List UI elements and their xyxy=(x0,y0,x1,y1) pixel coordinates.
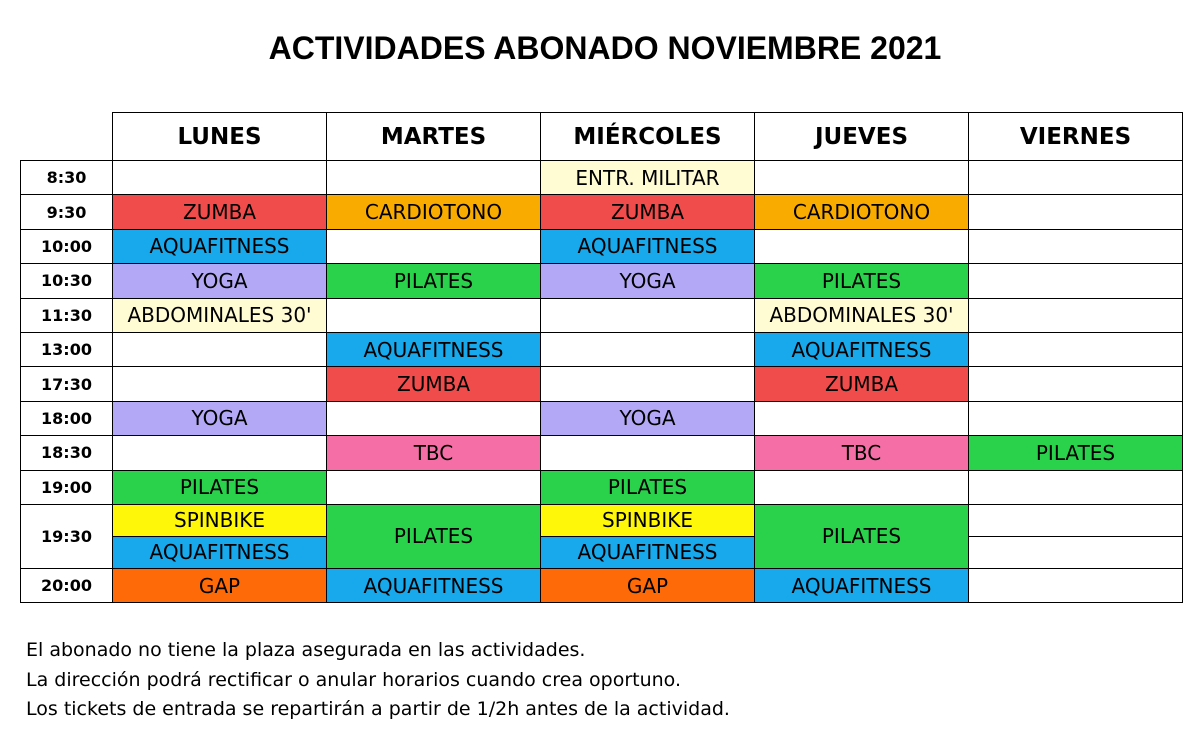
day-header-lunes: LUNES xyxy=(113,113,327,161)
activity-cell: CARDIOTONO xyxy=(327,195,541,229)
activity-cell xyxy=(969,470,1183,504)
activity-cell xyxy=(113,367,327,401)
activity-cell: SPINBIKE xyxy=(113,504,327,536)
activity-cell xyxy=(969,568,1183,602)
time-label: 13:00 xyxy=(21,332,113,366)
time-label: 20:00 xyxy=(21,568,113,602)
header-row xyxy=(21,113,1183,161)
activity-cell: ZUMBA xyxy=(755,367,969,401)
activity-cell: PILATES xyxy=(327,504,541,568)
activity-cell xyxy=(969,229,1183,263)
activity-cell xyxy=(755,161,969,195)
activity-cell: AQUAFITNESS xyxy=(113,536,327,568)
activity-cell xyxy=(541,436,755,470)
schedule-row xyxy=(21,195,1183,229)
schedule-row xyxy=(21,436,1183,470)
activity-cell: TBC xyxy=(327,436,541,470)
activity-cell: YOGA xyxy=(541,401,755,435)
time-label: 8:30 xyxy=(21,161,113,195)
time-label: 18:00 xyxy=(21,401,113,435)
day-header-jueves: JUEVES xyxy=(755,113,969,161)
activity-cell: AQUAFITNESS xyxy=(327,332,541,366)
activity-cell xyxy=(755,470,969,504)
activity-cell xyxy=(969,401,1183,435)
corner-cell xyxy=(21,113,113,161)
activity-cell: CARDIOTONO xyxy=(755,195,969,229)
activity-cell: GAP xyxy=(113,568,327,602)
activity-cell xyxy=(969,298,1183,332)
time-label: 10:00 xyxy=(21,229,113,263)
activity-cell: PILATES xyxy=(755,264,969,298)
activity-cell: TBC xyxy=(755,436,969,470)
schedule-row xyxy=(21,367,1183,401)
time-label: 19:30 xyxy=(21,504,113,568)
activity-cell: ZUMBA xyxy=(541,195,755,229)
notes xyxy=(26,636,730,725)
activity-cell xyxy=(541,298,755,332)
activity-cell xyxy=(969,536,1183,568)
schedule-row xyxy=(21,298,1183,332)
activity-cell: PILATES xyxy=(541,470,755,504)
day-header-viernes: VIERNES xyxy=(969,113,1183,161)
activity-cell xyxy=(327,161,541,195)
activity-cell: PILATES xyxy=(327,264,541,298)
note-line: La dirección podrá rectificar o anular horarios cuando crea oportuno. xyxy=(26,668,682,691)
activity-cell xyxy=(969,504,1183,536)
activity-cell: AQUAFITNESS xyxy=(113,229,327,263)
activity-cell: ZUMBA xyxy=(113,195,327,229)
activity-cell: AQUAFITNESS xyxy=(327,568,541,602)
activity-cell xyxy=(113,161,327,195)
activity-cell: PILATES xyxy=(969,436,1183,470)
activity-cell xyxy=(327,298,541,332)
schedule-row xyxy=(21,161,1183,195)
activity-cell xyxy=(969,332,1183,366)
activity-cell xyxy=(755,229,969,263)
schedule-row xyxy=(21,401,1183,435)
note-line: Los tickets de entrada se repartirán a partir de 1/2h antes de la actividad. xyxy=(26,698,730,720)
activity-cell: AQUAFITNESS xyxy=(755,332,969,366)
day-header-martes: MARTES xyxy=(327,113,541,161)
activity-cell: YOGA xyxy=(113,401,327,435)
schedule-table xyxy=(20,112,1183,603)
schedule-row xyxy=(21,264,1183,298)
activity-cell xyxy=(113,436,327,470)
activity-cell: PILATES xyxy=(113,470,327,504)
schedule-row xyxy=(21,568,1183,602)
time-label: 18:30 xyxy=(21,436,113,470)
activity-cell: ABDOMINALES 30' xyxy=(113,298,327,332)
activity-cell xyxy=(969,161,1183,195)
time-label: 19:00 xyxy=(21,470,113,504)
activity-cell xyxy=(541,367,755,401)
activity-cell: ABDOMINALES 30' xyxy=(755,298,969,332)
schedule-row xyxy=(21,332,1183,366)
activity-cell: ZUMBA xyxy=(327,367,541,401)
activity-cell: YOGA xyxy=(113,264,327,298)
activity-cell: YOGA xyxy=(541,264,755,298)
time-label: 10:30 xyxy=(21,264,113,298)
activity-cell xyxy=(327,470,541,504)
activity-cell xyxy=(327,401,541,435)
note-line: El abonado no tiene la plaza asegurada en las actividades. xyxy=(26,639,586,661)
activity-cell: SPINBIKE xyxy=(541,504,755,536)
activity-cell xyxy=(113,332,327,366)
activity-cell xyxy=(327,229,541,263)
activity-cell: AQUAFITNESS xyxy=(541,536,755,568)
activity-cell: PILATES xyxy=(755,504,969,568)
schedule-row xyxy=(21,504,1183,536)
day-header-miercoles: MIÉRCOLES xyxy=(541,113,755,161)
activity-cell: GAP xyxy=(541,568,755,602)
activity-cell xyxy=(969,195,1183,229)
schedule-row xyxy=(21,229,1183,263)
time-label: 17:30 xyxy=(21,367,113,401)
activity-cell: AQUAFITNESS xyxy=(541,229,755,263)
activity-cell xyxy=(541,332,755,366)
activity-cell xyxy=(969,264,1183,298)
activity-cell xyxy=(969,367,1183,401)
time-label: 11:30 xyxy=(21,298,113,332)
time-label: 9:30 xyxy=(21,195,113,229)
page-title: ACTIVIDADES ABONADO NOVIEMBRE 2021 xyxy=(268,30,942,66)
activity-cell xyxy=(755,401,969,435)
schedule-row xyxy=(21,536,1183,568)
activity-cell: ENTR. MILITAR xyxy=(541,161,755,195)
activity-cell: AQUAFITNESS xyxy=(755,568,969,602)
schedule-row xyxy=(21,470,1183,504)
